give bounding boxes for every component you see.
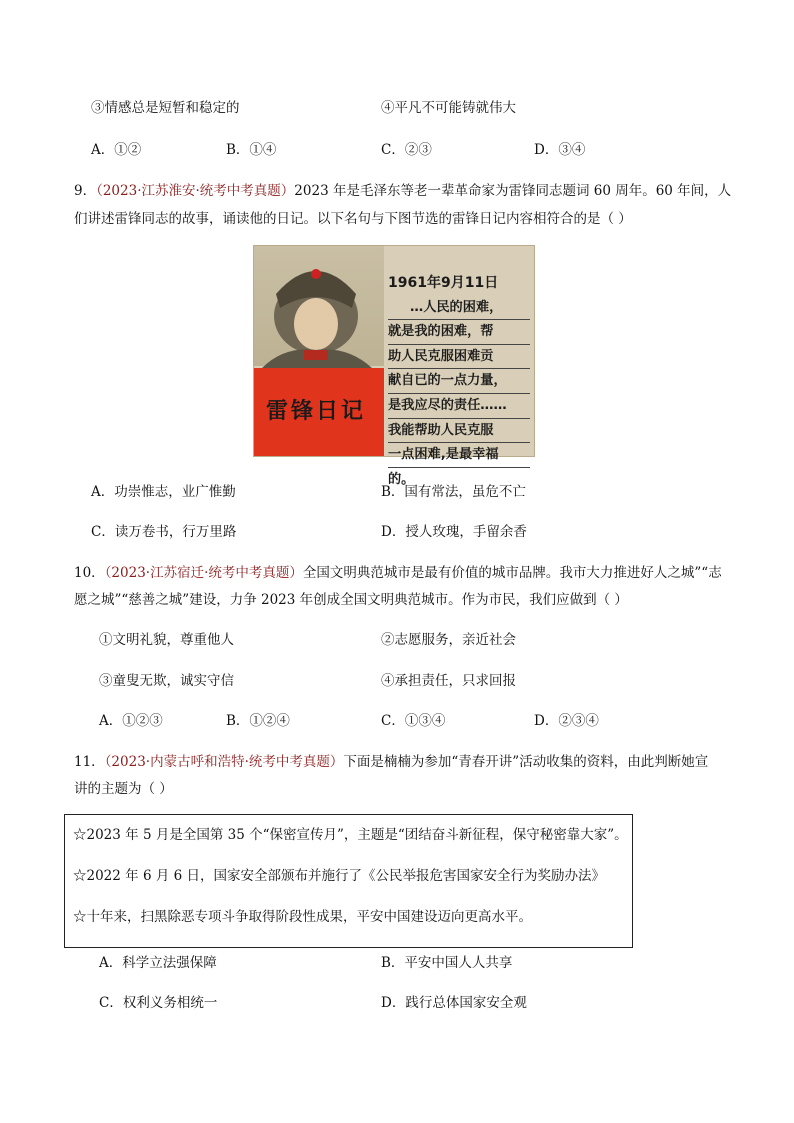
q11-option-a: A．科学立法强保障	[99, 955, 217, 971]
q11-option-d: D．践行总体国家安全观	[381, 995, 527, 1011]
lei-feng-diary-image	[253, 245, 535, 487]
diary-line: 我能帮助人民克服	[388, 419, 530, 444]
material-line-2: ☆2022 年 6 月 6 日，国家安全部颁布并施行了《公民举报危害国家安全行为奖励办法》	[73, 868, 605, 884]
diary-date: 1961年9月11日	[388, 275, 499, 291]
material-line-3: ☆十年来，扫黑除恶专项斗争取得阶段性成果，平安中国建设迈向更高水平。	[73, 909, 532, 925]
diary-line: 一点困难,是最幸福	[388, 443, 530, 468]
q10-stem-line2: 愿之城”“慈善之城”建设，力争 2023 年创成全国文明典范城市。作为市民，我们应做到（ ）	[74, 592, 628, 608]
q10-option-c: C．①③④	[381, 713, 446, 729]
q11-stem-line2: 讲的主题为（ ）	[74, 781, 173, 797]
q8-option-b: B．①④	[226, 142, 277, 158]
diary-line: 助人民克服困难贡	[388, 345, 530, 370]
diary-line: 献自已的一点力量，	[388, 369, 530, 394]
q9-stem-line2: 们讲述雷锋同志的故事，诵读他的日记。以下名句与下图节选的雷锋日记内容相符合的是（ ）	[74, 211, 632, 227]
q10-number: 10．	[74, 565, 105, 581]
material-box	[64, 814, 633, 948]
q8-item-3: ③情感总是短暂和稳定的	[91, 100, 240, 116]
q11-option-b: B．平安中国人人共享	[381, 955, 513, 971]
q8-item-4: ④平凡不可能铸就伟大	[381, 100, 516, 116]
q9-source: （2023·江苏淮安·统考中考真题）	[96, 183, 295, 199]
q9-stem-text: 2023 年是毛泽东等老一辈革命家为雷锋同志题词 60 周年。60 年间，人	[294, 183, 732, 199]
q8-option-a: A．①②	[91, 142, 142, 158]
diary-line: …人民的困难，	[388, 296, 530, 321]
diary-line: 的。	[388, 471, 415, 487]
q10-option-b: B．①②④	[226, 713, 290, 729]
q9-option-d: D．授人玫瑰，手留余香	[381, 524, 527, 540]
q8-option-d: D．③④	[534, 142, 586, 158]
q11-number: 11．	[74, 754, 105, 770]
q10-item-4: ④承担责任，只求回报	[381, 673, 516, 689]
q10-stem-line1	[74, 561, 722, 581]
q11-option-c: C．权利义务相统一	[99, 995, 218, 1011]
q9-number: 9．	[74, 183, 97, 199]
q9-option-a: A．功崇惟志，业广惟勤	[91, 484, 236, 500]
q8-option-c: C．②③	[381, 142, 432, 158]
diary-cover-title: 雷锋日记	[266, 398, 367, 424]
q10-option-d: D．②③④	[534, 713, 599, 729]
q10-item-1: ①文明礼貌，尊重他人	[99, 632, 234, 648]
q11-stem-text: 下面是楠楠为参加“青春开讲”活动收集的资料，由此判断她宣	[343, 754, 709, 770]
diary-line: 就是我的困难，帮	[388, 320, 530, 345]
q9-stem-line1	[74, 179, 731, 199]
q10-stem-text: 全国文明典范城市是最有价值的城市品牌。我市大力推进好人之城”“志	[302, 565, 722, 581]
q11-source: （2023·内蒙古呼和浩特·统考中考真题）	[104, 754, 344, 770]
material-line-1: ☆2023 年 5 月是全国第 35 个“保密宣传月”，主题是“团结奋斗新征程，保守秘密靠大家”。	[73, 827, 628, 843]
q10-item-2: ②志愿服务，亲近社会	[381, 632, 516, 648]
q10-source: （2023·江苏宿迁·统考中考真题）	[104, 565, 303, 581]
diary-excerpt	[388, 272, 530, 491]
q9-option-b: B．国有常法，虽危不亡	[381, 484, 526, 500]
q11-stem-line1	[74, 750, 708, 770]
q10-option-a: A．①②③	[99, 713, 163, 729]
diary-line: 是我应尽的责任……	[388, 394, 530, 419]
q10-item-3: ③童叟无欺，诚实守信	[99, 673, 234, 689]
soldier-portrait-icon	[254, 246, 384, 368]
q9-option-c: C．读万卷书，行万里路	[91, 524, 237, 540]
